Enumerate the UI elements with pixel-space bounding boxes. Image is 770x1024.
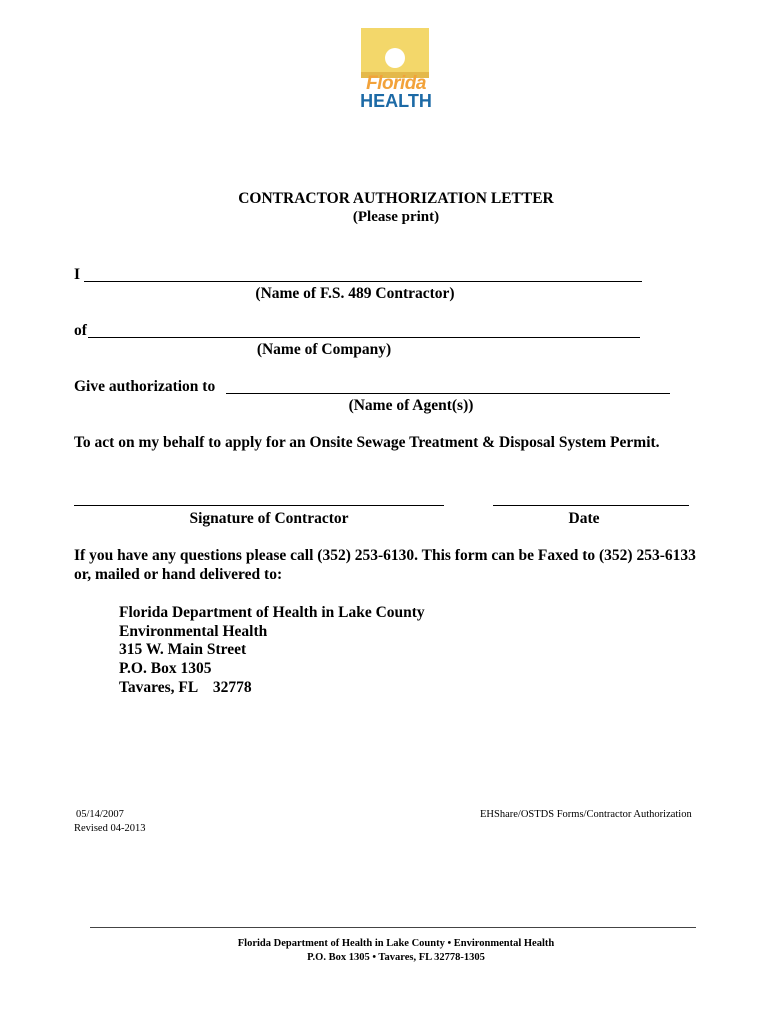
company-prefix: of bbox=[74, 322, 87, 339]
form-date: 05/14/2007 bbox=[76, 809, 124, 820]
footer-line-1: Florida Department of Health in Lake County • Environmental Health bbox=[237, 938, 555, 949]
address-line-4: P.O. Box 1305 bbox=[119, 660, 212, 677]
address-line-3: 315 W. Main Street bbox=[119, 641, 247, 658]
agent-prefix: Give authorization to bbox=[74, 378, 216, 395]
address-line-1: Florida Department of Health in Lake County bbox=[119, 604, 425, 621]
sun-icon bbox=[385, 48, 405, 68]
contractor-name-field[interactable] bbox=[84, 281, 642, 282]
logo-text-florida: Florida bbox=[366, 73, 426, 94]
file-path: EHShare/OSTDS Forms/Contractor Authorization bbox=[480, 809, 692, 820]
purpose-statement: To act on my behalf to apply for an Onsite Sewage Treatment & Disposal System Permit. bbox=[74, 434, 660, 451]
revision-date: Revised 04-2013 bbox=[74, 823, 146, 834]
address-line-2: Environmental Health bbox=[119, 623, 268, 640]
contact-line-2: or, mailed or hand delivered to: bbox=[74, 566, 283, 583]
florida-health-logo bbox=[359, 28, 433, 110]
document-title: CONTRACTOR AUTHORIZATION LETTER bbox=[238, 190, 554, 207]
contractor-name-caption: (Name of F.S. 489 Contractor) bbox=[255, 285, 455, 302]
logo-text-health: HEALTH bbox=[360, 91, 432, 111]
agent-name-field[interactable] bbox=[226, 393, 670, 394]
signature-caption: Signature of Contractor bbox=[189, 510, 349, 527]
document-subtitle: (Please print) bbox=[352, 209, 440, 225]
agent-name-caption: (Name of Agent(s)) bbox=[348, 397, 474, 414]
company-name-field[interactable] bbox=[88, 337, 640, 338]
contractor-prefix: I bbox=[74, 266, 81, 283]
date-caption: Date bbox=[568, 510, 600, 527]
footer-divider bbox=[90, 927, 696, 928]
signature-field[interactable] bbox=[74, 505, 444, 506]
footer-line-2: P.O. Box 1305 • Tavares, FL 32778-1305 bbox=[307, 952, 485, 963]
address-line-5: Tavares, FL 32778 bbox=[119, 679, 252, 696]
date-field[interactable] bbox=[493, 505, 689, 506]
company-name-caption: (Name of Company) bbox=[256, 341, 392, 358]
contact-line-1: If you have any questions please call (352) 253-6130. This form can be Faxed to (352) 253-6133 bbox=[74, 547, 696, 564]
